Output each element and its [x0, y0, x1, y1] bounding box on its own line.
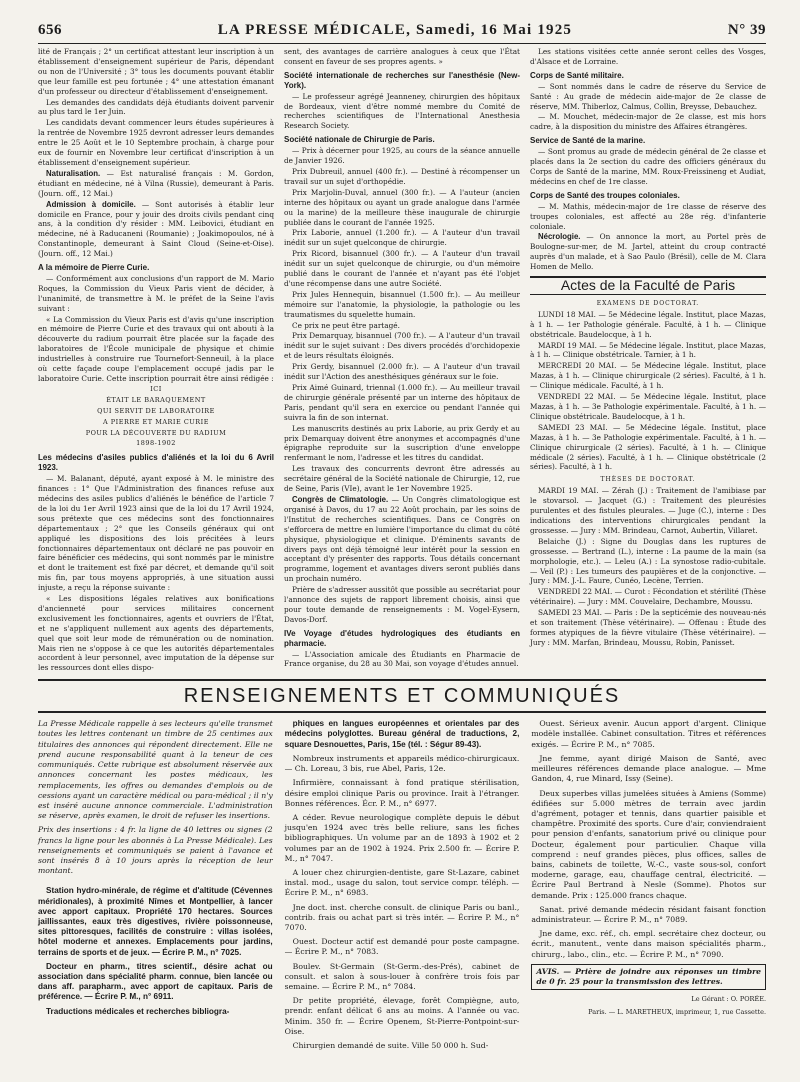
paragraph: — M. Mouchet, médecin-major de 2e classe, est mis hors cadre, à la disposition du ministre des Affaires étrangères. — [530, 112, 766, 132]
issue-number: N° 39 — [727, 22, 766, 38]
classified-ad: Docteur en pharm., titres scientif., désire achat ou association dans spécialité pharm. connue, bien lancée ou dans aff. parapharm., avec apport de capitaux. Paris de préférence. — Écrire P. M., n° 6911. — [38, 961, 273, 1002]
thesis-item: MARDI 19 MAI. — Zérah (J.) : Traitement de l'amibiase par le stovarsol. — Jacquet (G.) : Traitement des pleurésies purulentes et des fistules pleurales. — Juge (C.), interne : Des indications des interventions chirurgicales pendant la grossesse. — Jury : MM. Brindeau, Carnot, Aubertin, Villaret. — [530, 486, 766, 535]
paragraph: — M. Mathis, médecin-major de 1re classe de réserve des troupes coloniales, est affecté au 28e rég. d'infanterie coloniale. — [530, 201, 766, 231]
paragraph: sent, des avantages de carrière analogues à ceux que l'État consent en faveur de ses propres agents. » — [284, 47, 520, 66]
inscription-line: A PIERRE ET MARIE CURIE — [103, 417, 209, 426]
paragraph: Les demandes des candidats déjà étudiants doivent parvenir au plus tard le 1er Juin. — [38, 97, 274, 117]
paragraph: Les stations visitées cette année seront celles des Vosges, d'Alsace et de Lorraine. — [530, 47, 766, 66]
paragraph: Prière de s'adresser aussitôt que possible au secrétariat pour l'annonce des sujets de rapport librement choisis, ainsi que pour toute demande de renseignements : M. Vogel-Eysern, Davos-Dorf. — [284, 585, 520, 624]
prize-item: Ce prix ne peut être partagé. — [292, 320, 400, 330]
classified-ad: phiques en langues européennes et orientales par des médecins polyglottes. Bureau général de traductions, 2, square Desnouettes, Paris, 15e (tél. : Ségur 89-43). — [284, 719, 520, 749]
section-text: — On annonce la mort, au Portel près de Boulogne-sur-mer, de M. Jartel, atteint du croup contracté auprès d'un malade, et à Sao Paulo (Brésil), celle de M. Clara Homen de Mello. — [530, 232, 766, 272]
inscription-line: ICI — [150, 384, 162, 393]
header-rule — [38, 43, 766, 44]
classified-ad: A céder. Revue neurologique complète depuis le début jusqu'en 1924 avec très belle reliure, sans les fiches bibliographiques. Un volume par an de 1893 à 1902 et 2 volumes par an de 1902 à 1924. Prix 2.500 fr. — Écrire P. M., n° 7047. — [284, 812, 520, 863]
classified-prices: Prix des insertions : 4 fr. la ligne de 40 lettres ou signes (2 francs la ligne pour les abonnés à La Presse Médicale). Les renseignements et communiqués se paient à l'avance et sont insérés 8 à 10 jours après la réception de leur montant. — [38, 825, 273, 876]
exam-item: LUNDI 18 MAI. — 5e Médecine légale. Institut, place Mazas, à 1 h. — 1er Pathologie générale. Faculté, à 1 h. — Clinique obstétricale. Baudelocque, à 1 h. — [530, 309, 766, 339]
classified-ad: Nombreux instruments et appareils médico-chirurgicaux. — Ch. Loreau, 3 bis, rue Abel, Paris, 12e. — [284, 753, 520, 774]
prize-item: Prix Aimé Guinard, triennal (1.000 fr.). — Au meilleur travail de chirurgie générale présenté par un interne des hôpitaux de Paris, pendant qu'il sera en exercice ou pendant l'année qui suivra la fin de son internat. — [284, 383, 520, 422]
prize-item: Prix Ricord, bisannuel (300 fr.). — A l'auteur d'un travail inédit sur un sujet quelconque de chirurgie, ou d'un mémoire publié dans le courant de l'année et n'ayant pas été l'objet d'une récompense dans une autre Société. — [284, 249, 520, 288]
classified-column-2 — [285, 719, 520, 1055]
prize-item: Prix Jules Hennequin, bisannuel (1.500 fr.). — Au meilleur mémoire sur l'anatomie, la physiologie, la pathologie ou les traumatismes du squelette humain. — [284, 289, 520, 319]
paragraph: — L'Association amicale des Étudiants en Pharmacie de France organise, du 28 au 30 Mai, son voyage d'études annuel. — [284, 649, 520, 669]
classified-ad: A louer chez chirurgien-dentiste, gare St-Lazare, cabinet instal. mod., usage du salon, tout service compr. téléph. — Écrire P. M., n° 6983. — [284, 867, 520, 898]
prize-item: Prix Laborie, annuel (1.200 fr.). — A l'auteur d'un travail inédit sur un sujet quelconque de chirurgie. — [284, 228, 520, 248]
classified-column-3 — [531, 719, 766, 1055]
classified-ad: Ouest. Sérieux avenir. Aucun apport d'argent. Clinique modèle installée. Cabinet consultation. Titres et références exigés. — Écrire P. M., n° 7085. — [531, 719, 767, 749]
page-header — [38, 22, 766, 39]
thesis-item: VENDREDI 22 MAI. — Curot : Fécondation et stérilité (Thèse vétérinaire). — Jury : MM. Couvelaire, Dechambre, Moussu. — [530, 587, 766, 607]
prize-item: Prix Marjolin-Duval, annuel (300 fr.). — A l'auteur (ancien interne des hôpitaux ou ayant un grade analogue dans l'armée ou la marine) de la meilleure thèse inaugurale de chirurgie publiée dans le courant de l'année 1925. — [284, 187, 520, 227]
prize-item: Les manuscrits destinés au prix Laborie, au prix Gerdy et au prix Demarquay doivent être anonymes et accompagnés d'une épigraphe reproduite sur la suscription d'une enveloppe renfermant le nom, l'adresse et les titres du candidat. — [284, 423, 520, 463]
section-text: — Un Congrès climatologique est organisé à Davos, du 17 au 22 Août prochain, par les soins de l'Institut de recherches scientifiques. Dans ce Congrès on s'efforcera de mettre en lumière l'importance du climat du côté physique, physiologique et clinique. D'éminents savants de divers pays ont déjà témoigné leur intérêt pour la session en acceptant d'y présenter des rapports. Tous détails concernant programme, logement et avantages divers seront publiés dans un prochain numéro. — [284, 494, 520, 584]
paragraph: — Prix à décerner pour 1925, au cours de la séance annuelle de Janvier 1926. — [284, 146, 520, 166]
column-3 — [530, 47, 766, 674]
classified-ad: Jne doct. inst. cherche consult. de clinique Paris ou banl., contrib. frais ou achat part si très intér. — Écrire P. M., n° 7070. — [284, 902, 520, 932]
inscription-line: 1898-1902 — [136, 439, 176, 448]
theses-heading: THÈSES DE DOCTORAT. — [600, 476, 696, 484]
classified-ad: Boulev. St-Germain (St-Germ.-des-Prés), cabinet de consult. et salon à sous-louer à confrère trois fois par semaine. — Écrire P. M., n° 7084. — [284, 961, 520, 991]
paragraph: « La Commission du Vieux Paris est d'avis qu'une inscription en mémoire de Pierre Curie et des travaux qui ont abouti à la découverte du radium pourrait être placée sur la façade des laboratoires de l'École municipale de physique et chimie industrielles à construire rue Tournefort-Senneuil, à la place où cette façade coupe l'emplacement occupé jadis par le laboratoire Curie. Cette inscription pourrait être ainsi rédigée : — [38, 314, 274, 383]
exam-item: MERCREDI 20 MAI. — 5e Médecine légale. Institut, place Mazas, à 1 h. — Clinique chirurgicale (2 séries). Faculté, à 1 h. — Clinique médicale. Faculté, à 1 h. — [530, 361, 766, 391]
actes-title: Actes de la Faculté de Paris — [530, 276, 766, 295]
prize-item: Les travaux des concurrents devront être adressés au secrétaire général de la Société nationale de Chirurgie, 12, rue de Seine, Paris (VIe), avant le 1er Novembre 1925. — [284, 464, 520, 494]
prize-item: Prix Dubreuil, annuel (400 fr.). — Destiné à récompenser un travail sur un sujet d'orthopédie. — [284, 166, 520, 186]
printer-line: Paris. — L. MARETHEUX, imprimeur, 1, rue Cassette. — [588, 1008, 767, 1017]
classified-ad: Deux superbes villas jumelées situées à Amiens (Somme) édifiées sur 5.000 mètres de terrain avec jardin d'agrément, potager et tennis, dans quartier paisible et champêtre. Proximité des sports. Cure d'air, conviendraient pour pension d'enfants, sanatorium privé ou clinique pour Docteur, également pour particulier. Chaque villa comprend : neuf grandes pièces, plus offices, salles de bains, cabinets de toilette, W.-C., vaste sous-sol, confort moderne, garage, eau, chauffage central, électricité. — Écrire Paul Bertrand à Nesle (Somme). Photos sur demande. Prix : 125.000 francs chaque. — [531, 788, 767, 900]
inscription-line: ÉTAIT LE BARAQUEMENT — [106, 395, 206, 404]
classified-columns — [38, 719, 766, 1055]
classified-ad: Infirmière, connaissant à fond pratique stérilisation, désire emploi clinique Paris ou province. Irait à l'étranger. Bonnes références. Écr. P. M., n° 6977. — [284, 778, 520, 808]
paragraph: Les candidats devant commencer leurs études supérieures à la rentrée de Novembre 1925 devront adresser leurs demandes entre le 25 Août et le 10 Septembre prochain, à charge pour eux de fournir en Novembre leur certificat d'inscription à un établissement d'enseignement supérieur. — [38, 118, 275, 167]
column-1 — [38, 47, 274, 674]
thesis-item: SAMEDI 23 MAI. — Paris : De la septicémie des nouveau-nés et son traitement (Thèse vétérinaire). — Offenau : Étude des formes atypiques de la fièvre vitulaire (Thèse vétérinaire). — Jury : MM. Marfan, Brindeau, Moussu, Robin, Panisset. — [530, 608, 766, 647]
gerant-line: Le Gérant : O. PORÉE. — [691, 995, 767, 1004]
section-text: — Est naturalisé français : M. Gordon, étudiant en médecine, né à Vilna (Russie), demeurant à Paris. (Journ. off., 12 Mai.) — [38, 168, 274, 198]
thesis-item: Belaiche (J.) : Signe du Douglas dans les ruptures de grossesse. — Bertrand (L.), interne : La paume de la main (sa morphologie, etc.). — Leleu (A.) : La synostose radio-cubitale. — Veil (P.) : Les tumeurs des paupières et de la conjonctive. — Jury : MM. J.-L. Faure, Cunéo, Lecène, Terrien. — [530, 536, 766, 586]
section-heading: Corps de Santé des troupes coloniales. — [530, 190, 680, 200]
section-heading: Naturalisation. — [46, 168, 101, 178]
paragraph: « Les dispositions légales relatives aux bonifications d'ancienneté pour services militaires concernent exclusivement les fonctionnaires, agents et ouvriers de l'État, et ne s'appliquent nullement aux agents des départements, quel que soit leur mode de rémunération ou de nomination. Mais rien ne s'oppose à ce que les autorités départementales accordent à leur personnel, avec imputation de la dépense sur les ressources dont elles dispo- — [38, 594, 274, 673]
section-heading: A la mémoire de Pierre Curie. — [38, 263, 150, 273]
paragraph: — Conformément aux conclusions d'un rapport de M. Mario Roques, la Commission du Vieux Paris vient de décider, à l'unanimité, de transmettre à M. le préfet de la Seine l'avis suivant : — [38, 273, 274, 313]
classified-intro: La Presse Médicale rappelle à ses lecteurs qu'elle transmet toutes les lettres contenant un timbre de 25 centimes aux titulaires des annonces qui répondent directement. Elle ne prend aucune responsabilité quant à la teneur de ces communiqués. Cette rubrique est absolument réservée aux annonces concernant les postes médicaux, les remplacements, les offres ou demandes d'emplois ou de cessions ayant un caractère médical ou para-médical ; il n'y est inséré aucune annonce commerciale. L'administration se réserve, après examen, le droit de refuser les insertions. — [38, 719, 273, 821]
exam-item: MARDI 19 MAI. — 5e Médecine légale. Institut, place Mazas, à 1 h. — Clinique obstétricale. Tarnier, à 1 h. — [530, 340, 766, 360]
exam-item: SAMEDI 23 MAI. — 5e Médecine légale. Institut, place Mazas, à 1 h. — 3e Pathologie expérimentale. Faculté, à 1 h. — Clinique chirurgicale (2 séries). Faculté, à 1 h. — Clinique médicale (2 séries). Faculté, à 1 h. — Clinique obstétricale (2 séries). Faculté, à 1 h. — [530, 422, 766, 472]
prize-item: Prix Demarquay, bisannuel (700 fr.). — A l'auteur d'un travail inédit sur le sujet suivant : Des divers procédés d'orchidopexie et de leurs résultats éloignés. — [284, 331, 520, 361]
classified-ad: Ouest. Docteur actif est demandé pour poste campagne. — Écrire P. M., n° 7083. — [284, 937, 520, 957]
inscription-line: QUI SERVIT DE LABORATOIRE — [97, 406, 215, 415]
section-heading: Nécrologie. — [538, 232, 581, 242]
classified-ad: Chirurgien demandé de suite. Ville 50 000 h. Sud- — [292, 1040, 489, 1050]
paragraph: — Le professeur agrégé Jeanneney, chirurgien des hôpitaux de Bordeaux, vient d'être nommé membre du Comité de recherches scientifiques de l'International Anesthesia Research Society. — [284, 91, 520, 131]
paragraph: — Sont nommés dans le cadre de réserve du Service de Santé : Au grade de médecin aide-major de 2e classe de réserve, MM. Thiberloz, Calmus, Collin, Breysse, Debauchez. — [530, 81, 766, 111]
section-heading: Société internationale de recherches sur l'anesthésie (New-York). — [284, 70, 520, 90]
page-number: 656 — [38, 22, 62, 38]
section-heading: Les médecins d'asiles publics d'aliénés et la loi du 6 Avril 1923. — [38, 453, 274, 473]
exam-item: VENDREDI 22 MAI. — 5e Médecine légale. Institut, place Mazas, à 1 h. — 3e Pathologie expérimentale. Faculté, à 1 h. — Clinique obstétricale. Baudelocque, à 1 h. — [530, 392, 766, 421]
classified-ad: Sanat. privé demande médecin résidant faisant fonction administrateur. — Écrire P. M., n° 7089. — [531, 904, 767, 924]
paragraph: lité de Français ; 2° un certificat attestant leur inscription à un établissement d'enseignement supérieur de Paris, dépendant ou non de l'Université ; 3° tous les documents pouvant établir que leur famille est peu fortunée ; 4° une attestation émanant d'un professeur ou directeur d'établissement d'enseignement. — [38, 47, 274, 96]
prize-item: Prix Gerdy, bisannuel (2.000 fr.). — A l'auteur d'un travail inédit sur l'Action des anesthésiques généraux sur le foie. — [284, 362, 520, 382]
classified-ad: Station hydro-minérale, de régime et d'altitude (Cévennes méridionales), à proximité Nîmes et Montpellier, à lancer avec apport capitaux. Propriété 170 hectares. Sources jaillissantes, eaux très digestives, rivière poissonneuse, sites pittoresques, facilités de construire : villas isolées, hôtel moderne et annexes. Emplacements pour jardins, terrains de sports et de jeux. — Écrire P. M., n° 7025. — [38, 886, 273, 957]
section-text: — Sont autorisés à établir leur domicile en France, pour y jouir des droits civils pendant cinq ans, à la condition d'y résider : MM. Leibovici, étudiant en médecine, né à Raducaneni (Roumanie) ; Joakimopoulos, né à Constantinople, demeurant à Saint Cloud (Seine-et-Oise). (Journ. off., 12 Mai.) — [38, 199, 274, 259]
section-heading: Congrès de Climatologie. — [292, 494, 389, 504]
classified-ad: Traductions médicales et recherches bibliogra- — [46, 1006, 230, 1016]
avis-notice: AVIS. — Prière de joindre aux réponses un timbre de 0 fr. 25 pour la transmission des lettres. — [531, 964, 766, 990]
journal-title: LA PRESSE MÉDICALE, Samedi, 16 Mai 1925 — [217, 22, 573, 38]
section-heading: Service de Santé de la marine. — [530, 136, 646, 146]
classified-column-1 — [38, 719, 273, 1055]
paragraph: — Sont promus au grade de médecin général de 2e classe et placés dans la 2e section du cadre des officiers généraux du Corps de Santé de la marine, MM. Roux-Freissineng et Audiat, médecins en chef de 1re classe. — [530, 147, 766, 186]
classified-ad: Dr petite propriété, élevage, forêt Compiègne, auto, prendr. enfant délicat 6 ans au moins. A l'année ou vac. Minim. 350 fr. — Écrire Openem, St-Pierre-Pontpoint-sur-Oise. — [284, 996, 520, 1036]
inscription-line: POUR LA DÉCOUVERTE DU RADIUM — [85, 428, 227, 437]
column-2 — [284, 47, 520, 674]
classified-ad: Jne femme, ayant dirigé Maison de Santé, avec meilleures références demande place analogue. — Mme Gandon, 4, rue Minard, Issy (Seine). — [531, 753, 767, 784]
classified-ad: Jne dame, exc. réf., ch. empl. secrétaire chez docteur, ou écrit., manutent., vente dans maison spécialités pharm., chirurg., labo., clin., etc. — Écrire P. M., n° 7090. — [531, 929, 767, 959]
exams-heading: EXAMENS DE DOCTORAT. — [596, 299, 700, 307]
top-columns — [38, 47, 766, 674]
renseignements-banner: RENSEIGNEMENTS ET COMMUNIQUÉS — [38, 679, 766, 713]
section-heading: IVe Voyage d'études hydrologiques des étudiants en pharmacie. — [284, 628, 520, 648]
section-heading: Société nationale de Chirurgie de Paris. — [284, 135, 435, 145]
paragraph: — M. Balanant, député, ayant exposé à M. le ministre des finances : 1° Que l'Administration des finances refuse aux médecins des asiles publics d'aliénés le bénéfice de l'article 7 de la loi du 1er Avril 1923 ainsi que de la loi du 17 Avril 1924, sous prétexte que ces médecins sont des fonctionnaires départementaux ; 2° que les Conseils généraux qui ont appliqué les dispositions des lois précitées à leurs fonctionnaires départementaux ont déclaré ne pas pouvoir en faire bénéficier ces médecins, qui sont nommés par le ministre et dont le traitement est fixé par décret, et demande qu'il soit mis fin, par tous moyens appropriés, à une situation aussi injuste, a reçu la réponse suivante : — [38, 474, 274, 593]
section-heading: Admission à domicile. — [46, 199, 136, 209]
section-heading: Corps de Santé militaire. — [530, 70, 624, 80]
